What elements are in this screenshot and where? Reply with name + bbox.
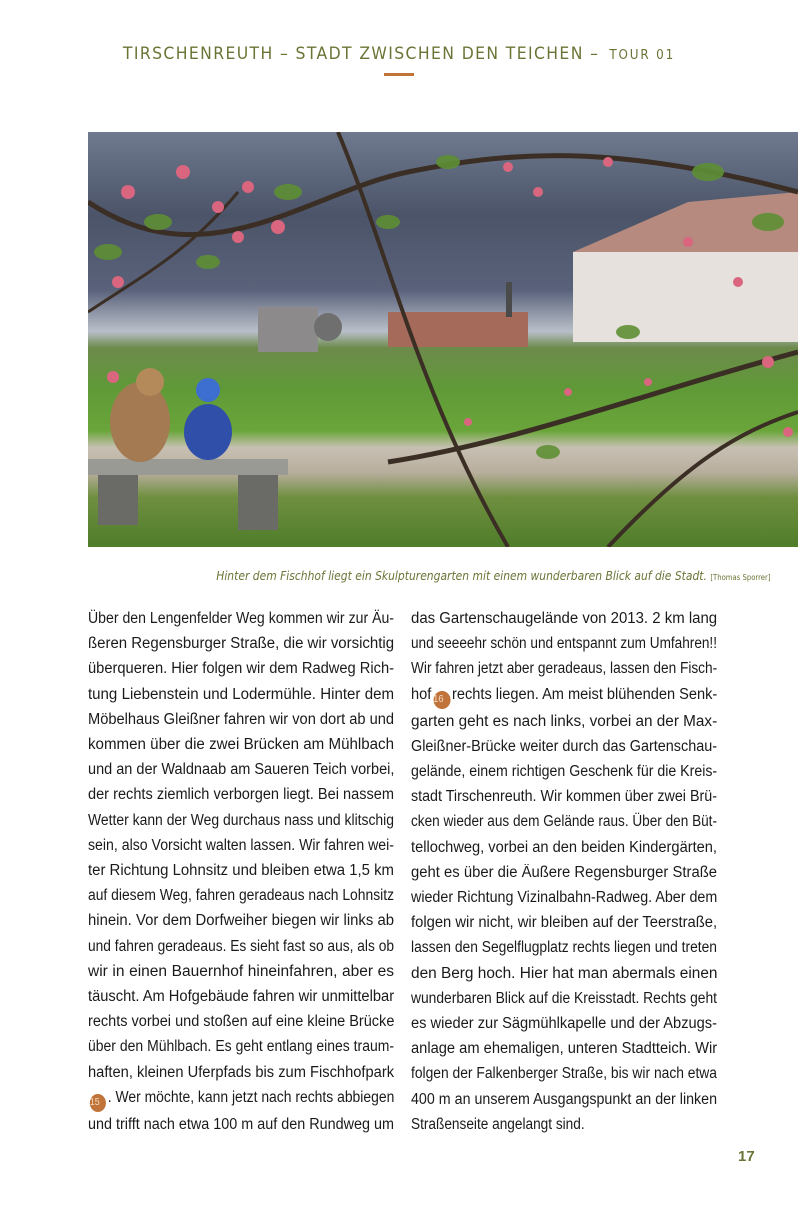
text-line: überqueren. Hier folgen wir dem Radweg Rich-: [88, 660, 395, 678]
text-line: den Berg hoch. Hier hat man abermals einen: [411, 964, 718, 982]
header-title: TIRSCHENREUTH – STADT ZWISCHEN DEN TEICHEN: [122, 44, 584, 64]
page-number: 17: [738, 1148, 755, 1165]
text-line: Gleißner-Brücke weiter durch das Gartenschau-: [411, 737, 718, 755]
text-line: wunderbaren Blick auf die Kreisstadt. Rechts geht: [411, 989, 717, 1007]
text-line: rechts vorbei und stoßen auf eine kleine Brücke: [88, 1013, 395, 1031]
text-line: und fahren geradeaus. Es sieht fast so aus, als ob: [88, 937, 394, 955]
text-line: lassen den Segelflugplatz rechts liegen und treten: [411, 939, 717, 957]
text-fragment: hof: [411, 685, 432, 703]
text-line: stadt Tirschenreuth. Wir kommen über zwei Brü-: [411, 788, 717, 806]
text-line: das Gartenschaugelände von 2013. 2 km lang: [411, 610, 718, 627]
text-line: Möbelhaus Gleißner fahren wir von dort ab und: [88, 710, 394, 728]
text-line: kommen über die zwei Brücken am Mühlbach: [88, 736, 394, 754]
text-column-right: [411, 606, 717, 1137]
text-line: sein, also Vorsicht walten lassen. Wir fahren wei-: [88, 836, 394, 854]
text-line: geht es über die Äußere Regensburger Straße: [411, 863, 717, 881]
text-line: Über den Lengenfelder Weg kommen wir zur Äu-: [88, 610, 394, 627]
text-line: haften, kleinen Uferpfads bis zum Fischhofpark: [88, 1063, 395, 1081]
text-line: ßeren Regensburger Straße, die wir vorsichtig: [88, 635, 395, 653]
text-line: der rechts ziemlich verborgen liegt. Bei nassem: [88, 786, 394, 804]
text-fragment: rechts liegen. Am meist blühenden Senk-: [452, 685, 718, 703]
text-line: Wir fahren jetzt aber geradeaus, lassen den Fisch-: [411, 660, 718, 678]
text-line: folgen der Falkenberger Straße, bis wir nach etwa: [411, 1065, 717, 1083]
header-separator: –: [583, 44, 606, 64]
text-line: folgen wir nicht, wir bleiben auf der Teerstraße,: [411, 914, 718, 932]
text-line: hinein. Vor dem Dorfweiher biegen wir links ab: [88, 912, 394, 930]
running-header: [32, 44, 766, 64]
text-fragment: . Wer möchte, kann jetzt nach rechts abbiegen: [107, 1088, 395, 1106]
text-line-with-marker: [411, 682, 717, 709]
header-tour: TOUR 01: [609, 48, 676, 63]
text-column-left: [88, 606, 394, 1137]
text-line: es wieder zur Sägmühlkapelle und der Abzugs-: [411, 1015, 717, 1033]
caption-text: Hinter dem Fischhof liegt ein Skulpturengarten mit einem wunderbaren Blick auf die Stadt.: [216, 568, 708, 583]
text-line: tung Liebenstein und Lodermühle. Hinter dem: [88, 685, 394, 703]
text-line-with-marker: [88, 1085, 394, 1112]
text-line: wir in einen Bauernhof hineinfahren, aber es: [88, 962, 394, 980]
park-photo: [88, 132, 798, 547]
waypoint-marker-15: 15: [90, 1094, 106, 1112]
text-line: Straßenseite angelangt sind.: [411, 1115, 585, 1133]
header-rule: [384, 73, 414, 76]
text-line: wieder Richtung Vizinalbahn-Radweg. Aber dem: [411, 889, 718, 907]
text-line: ter Richtung Lohnsitz und bleiben etwa 1,5 km: [88, 862, 394, 880]
waypoint-marker-16: 16: [433, 691, 450, 709]
photo-credit: [Thomas Sporrer]: [710, 573, 771, 582]
text-line: und an der Waldnaab am Saueren Teich vorbei,: [88, 761, 395, 779]
text-line: garten geht es nach links, vorbei an der Max-: [411, 712, 718, 730]
text-line: gelände, einem richtigen Geschenk für die Kreis-: [411, 763, 718, 781]
text-line: auf diesem Weg, fahren geradeaus nach Lohnsitz: [88, 887, 394, 905]
text-line: cken wieder aus dem Gelände raus. Über den Büt-: [411, 813, 717, 831]
text-line: anlage am ehemaligen, unteren Stadtteich. Wir: [411, 1040, 718, 1058]
text-line: täuscht. Am Hofgebäude fahren wir unmittelbar: [88, 988, 395, 1006]
text-line: über den Mühlbach. Es geht entlang eines traum-: [88, 1038, 394, 1056]
text-line: und trifft nach etwa 100 m auf den Rundweg um: [88, 1115, 394, 1133]
text-line: Wetter kann der Weg durchaus nass und klitschig: [88, 811, 394, 829]
text-line: 400 m an unserem Ausgangspunkt an der linken: [411, 1090, 717, 1108]
text-line: tellochweg, vorbei an den beiden Kindergärten,: [411, 838, 718, 856]
photo-caption: [217, 568, 771, 583]
photo-illustration: [88, 132, 798, 547]
text-line: und seeeehr schön und entspannt zum Umfahren!!: [411, 635, 717, 653]
